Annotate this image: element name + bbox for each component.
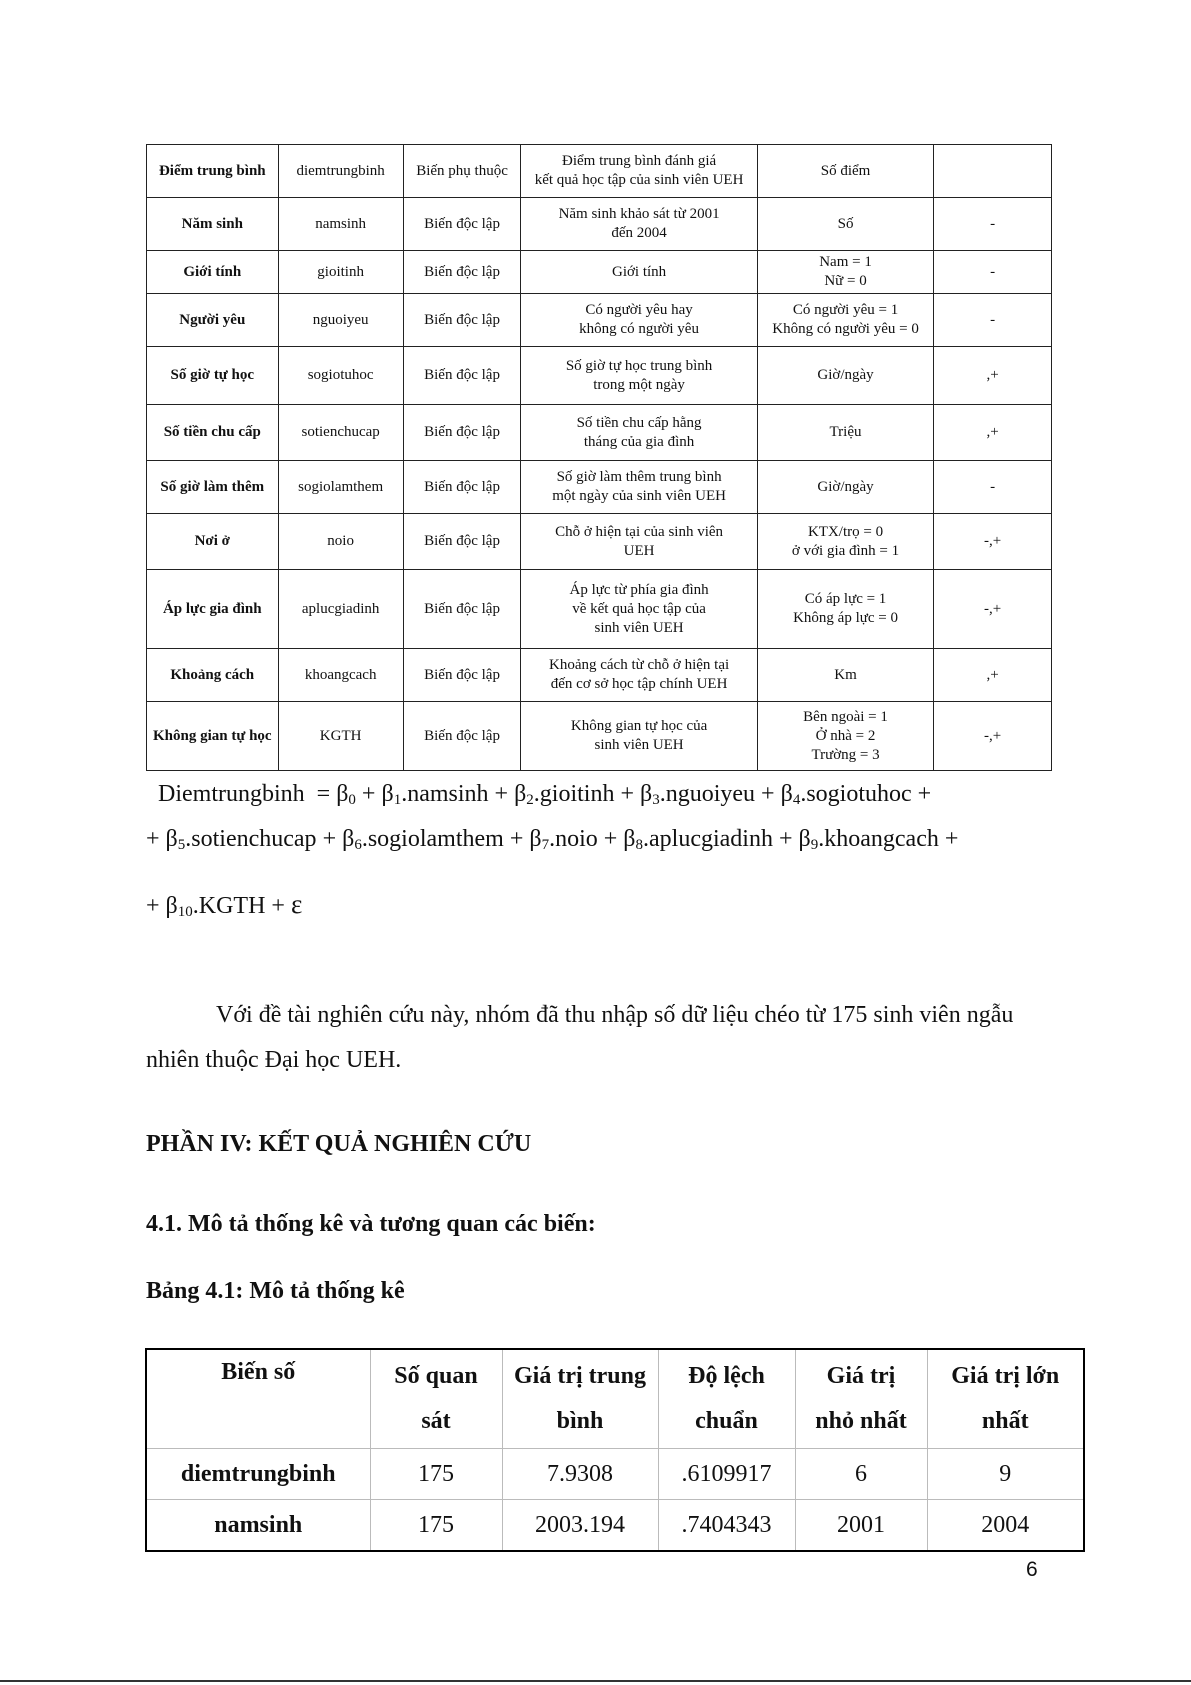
equation-variable: .namsinh [401,781,489,807]
variable-name-cell: Số giờ tự học [147,347,279,405]
equation-operator: + [146,826,160,852]
equation-term [604,826,779,852]
variable-code-cell: diemtrungbinh [278,145,403,198]
variable-table-row [147,570,1052,649]
stats-header-line: nhất [981,1408,1029,1434]
variable-code-cell: sogiotuhoc [278,347,403,405]
variable-unit-cell [757,649,934,702]
expected-sign-cell: ,+ [934,405,1052,461]
variable-unit-cell [757,294,934,347]
variable-description-cell [521,145,757,198]
stats-table-row [146,1449,1084,1500]
beta-symbol: β [640,781,653,807]
beta-symbol: β [798,826,811,852]
variable-code-cell: gioitinh [278,251,403,294]
variable-unit-cell-line: Không áp lực = 0 [793,610,898,626]
equation-variable: .khoangcach [818,826,939,852]
variable-code-cell: sogiolamthem [278,461,403,514]
variable-code-cell: nguoiyeu [278,294,403,347]
variable-type-cell: Biến độc lập [403,198,521,251]
stats-header-line: nhỏ nhất [815,1408,907,1434]
variable-unit-cell-line: Có người yêu = 1 [792,302,899,318]
variable-type-cell: Biến độc lập [403,461,521,514]
variable-unit-cell-line: KTX/trọ = 0 [807,523,884,540]
variable-unit-cell-line: Không có người yêu = 0 [772,321,919,337]
variable-type-cell: Biến độc lập [403,405,521,461]
variable-description-cell [521,294,757,347]
equation-term [146,826,323,852]
variable-description-cell-line: UEH [623,542,655,559]
variable-code-cell: namsinh [278,198,403,251]
variable-table-row [147,294,1052,347]
equation-operator: + [509,826,524,852]
variable-code-cell: noio [278,514,403,570]
variable-description-cell-line: Số tiền chu cấp hằng [576,414,702,431]
variable-description-cell-line: Không gian tự học của [570,718,708,734]
beta-subscript: 2 [526,792,534,808]
equation-term [323,826,510,852]
equation-line-1 [146,779,931,809]
section-title: PHẦN IV: KẾT QUẢ NGHIÊN CỨU [146,1131,532,1157]
expected-sign-cell [934,145,1052,198]
stats-table-row [146,1500,1084,1552]
beta-subscript: 9 [810,837,819,853]
beta-subscript: 4 [792,792,801,808]
variable-description-cell-line: đến cơ sở học tập chính UEH [550,676,728,692]
variable-description-cell-line: kết quả học tập của sinh viên UEH [534,172,744,188]
equation-terms-line-1 [317,781,932,807]
expected-sign-cell: - [934,198,1052,251]
variable-description-cell-line: đến 2004 [611,225,667,241]
variable-unit-cell-line: Nữ = 0 [824,273,867,289]
variable-description-cell-line: Số giờ làm thêm trung bình [556,469,722,485]
stats-variable-cell: namsinh [146,1500,370,1552]
stats-value-cell: 2003.194 [502,1500,658,1552]
variable-name-cell: Điểm trung bình [147,145,279,198]
stats-header-cell [146,1349,370,1449]
variable-type-cell: Biến độc lập [403,702,521,771]
equation-variable: .KGTH [192,893,266,919]
stats-header-line: sát [421,1408,451,1434]
variable-description-cell [521,347,757,405]
variable-description-cell-line: sinh viên UEH [594,619,684,636]
equation-operator: + [620,781,634,807]
equation-operator: + [761,781,775,807]
stats-header-line: Số quan [394,1363,478,1389]
variable-name-cell: Nơi ở [147,514,279,570]
variable-description-cell-line: sinh viên UEH [594,737,684,753]
variable-table-row [147,702,1052,771]
variable-code-cell: aplucgiadinh [278,570,403,649]
variable-table-row [147,251,1052,294]
variable-table-row [147,405,1052,461]
variable-type-cell: Biến độc lập [403,347,521,405]
variable-unit-cell [757,251,934,294]
equation-term [146,893,271,919]
expected-sign-cell: - [934,461,1052,514]
stats-value-cell: .6109917 [658,1449,795,1500]
variable-description-cell [521,251,757,294]
stats-header-line: Độ lệch [688,1363,765,1389]
variable-unit-cell-line: Có áp lực = 1 [804,591,887,607]
variable-unit-cell-line: Trường = 3 [811,746,880,763]
stats-header-line: Giá trị lớn [951,1363,1060,1389]
variable-description-cell-line: Năm sinh khảo sát từ 2001 [558,206,720,222]
beta-subscript: 7 [541,837,550,853]
variable-description-cell-line: Áp lực từ phía gia đình [569,581,709,598]
variable-description-cell [521,702,757,771]
equation-operator: = [316,781,331,807]
page-bottom-border [0,1680,1191,1682]
equation-operator: + [917,781,932,807]
equation-line-2 [146,824,958,854]
variable-code-cell: khoangcach [278,649,403,702]
expected-sign-cell: -,+ [934,570,1052,649]
variable-description-cell-line: trong một ngày [593,376,685,393]
variable-name-cell: Năm sinh [147,198,279,251]
beta-symbol: β [336,781,349,807]
variable-description-cell [521,461,757,514]
variable-code-cell: sotienchucap [278,405,403,461]
equation-variable: .sogiotuhoc [800,781,912,807]
equation-variable: .noio [549,826,598,852]
stats-value-cell: .7404343 [658,1500,795,1552]
variable-description-cell-line: Có người yêu hay [585,302,693,318]
equation-term [779,826,945,852]
beta-subscript: 8 [635,837,644,853]
expected-sign-cell: - [934,251,1052,294]
beta-symbol: β [165,826,178,852]
variable-description-cell [521,198,757,251]
expected-sign-cell: -,+ [934,702,1052,771]
variable-description-cell-line: Giới tính [611,263,667,280]
paragraph-text: Với đề tài nghiên cứu này, nhóm đã thu nhập số dữ liệu chéo từ 175 sinh viên ngẫu nhiên thuộc Đại học UEH. [146,1002,1014,1073]
stats-table-header [146,1349,1084,1449]
variable-unit-cell [757,514,934,570]
variable-unit-cell-line: Km [834,666,857,683]
beta-subscript: 6 [354,837,362,853]
variable-description-cell-line: Số giờ tự học trung bình [565,357,713,374]
equation-term [761,781,918,807]
equation-term [317,781,362,807]
beta-subscript: 10 [177,904,193,920]
variable-description-cell-line: Điểm trung bình đánh giá [562,153,717,169]
table-caption: Bảng 4.1: Mô tả thống kê [146,1278,405,1304]
equation-line-3 [146,889,302,921]
variable-name-cell: Số tiền chu cấp [147,405,279,461]
variable-name-cell: Số giờ làm thêm [147,461,279,514]
variable-unit-cell [757,461,934,514]
variable-unit-cell-line: ở với gia đình = 1 [791,542,900,559]
equation-lhs: Diemtrungbinh [158,781,305,807]
stats-header-line: Biến số [221,1359,296,1385]
expected-sign-cell: - [934,294,1052,347]
stats-table [145,1348,1085,1552]
stats-header-cell [370,1349,502,1449]
variable-name-cell: Áp lực gia đình [147,570,279,649]
variable-name-cell: Khoảng cách [147,649,279,702]
variable-unit-cell-line: Bên ngoài = 1 [803,708,888,725]
equation-operator: + [944,826,959,852]
variable-type-cell: Biến độc lập [403,294,521,347]
variable-table [146,144,1052,771]
stats-value-cell: 9 [927,1449,1084,1500]
variable-name-cell: Giới tính [147,251,279,294]
variable-table-row [147,649,1052,702]
variable-table-row [147,461,1052,514]
equation-variable: .gioitinh [533,781,615,807]
variable-unit-cell-line: Nam = 1 [819,254,872,270]
beta-symbol: β [529,826,542,852]
variable-code-cell: KGTH [278,702,403,771]
beta-subscript: 3 [652,792,660,808]
equation-term [510,826,604,852]
stats-header-line: Giá trị trung [514,1363,646,1389]
variable-name-cell: Không gian tự học [147,702,279,771]
variable-description-cell [521,649,757,702]
paragraph-sample [146,993,1046,1083]
variable-unit-cell-line: Ở nhà = 2 [815,727,876,744]
variable-type-cell: Biến phụ thuộc [403,145,521,198]
variable-unit-cell [757,570,934,649]
stats-table-body [146,1449,1084,1552]
stats-value-cell: 6 [795,1449,927,1500]
equation-operator: + [146,893,160,919]
beta-symbol: β [165,893,178,919]
variable-description-cell-line: về kết quả học tập của [572,600,706,617]
variable-description-cell [521,570,757,649]
variable-description-cell-line: một ngày của sinh viên UEH [552,488,726,504]
equation-term [495,781,621,807]
variable-unit-cell [757,145,934,198]
variable-type-cell: Biến độc lập [403,251,521,294]
stats-header-cell [502,1349,658,1449]
variable-type-cell: Biến độc lập [403,514,521,570]
beta-symbol: β [780,781,793,807]
stats-header-cell [795,1349,927,1449]
page-number: 6 [1026,1558,1038,1581]
variable-unit-cell-line: Số [837,215,854,232]
variable-table-row [147,145,1052,198]
equation-operator: + [322,826,337,852]
equation-operator: + [361,781,376,807]
equation-variable: .aplucgiadinh [643,826,773,852]
variable-unit-cell [757,347,934,405]
variable-table-row [147,514,1052,570]
beta-symbol: β [381,781,394,807]
stats-variable-cell: diemtrungbinh [146,1449,370,1500]
beta-symbol: β [514,781,527,807]
expected-sign-cell: ,+ [934,347,1052,405]
variable-type-cell: Biến độc lập [403,570,521,649]
equation-variable: .sotienchucap [185,826,317,852]
variable-type-cell: Biến độc lập [403,649,521,702]
stats-header-cell [658,1349,795,1449]
variable-table-body [147,145,1052,771]
equation-operator: + [778,826,793,852]
variable-unit-cell-line: Giờ/ngày [817,478,874,495]
stats-value-cell: 2001 [795,1500,927,1552]
variable-unit-cell-line: Giờ/ngày [817,367,874,383]
variable-description-cell-line: Khoảng cách từ chỗ ở hiện tại [548,657,730,673]
expected-sign-cell: ,+ [934,649,1052,702]
variable-unit-cell [757,198,934,251]
stats-value-cell: 2004 [927,1500,1084,1552]
variable-table-row [147,198,1052,251]
variable-unit-cell-line: Số điểm [820,162,871,179]
variable-description-cell-line: không có người yêu [579,321,699,337]
expected-sign-cell: -,+ [934,514,1052,570]
stats-header-line: bình [556,1408,604,1434]
equation-variable: .nguoiyeu [659,781,756,807]
variable-description-cell-line: tháng của gia đình [583,433,695,450]
stats-header-line: Giá trị [826,1363,896,1389]
error-term: ε [290,889,303,919]
stats-value-cell: 175 [370,1449,502,1500]
variable-unit-cell [757,702,934,771]
equation-variable: .sogiolamthem [361,826,504,852]
equation-term [620,781,761,807]
variable-table-row [147,347,1052,405]
beta-subscript: 0 [348,792,356,808]
variable-description-cell [521,514,757,570]
stats-header-line: chuẩn [695,1408,758,1434]
variable-description-cell [521,405,757,461]
variable-unit-cell-line: Triệu [829,424,862,440]
stats-header-cell [927,1349,1084,1449]
stats-value-cell: 175 [370,1500,502,1552]
beta-subscript: 5 [177,837,186,853]
equation-term [362,781,495,807]
equation-operator: + [494,781,509,807]
stats-value-cell: 7.9308 [502,1449,658,1500]
equation-operator: + [603,826,618,852]
beta-symbol: β [623,826,636,852]
beta-symbol: β [342,826,355,852]
subsection-title: 4.1. Mô tả thống kê và tương quan các biến: [146,1211,596,1237]
beta-subscript: 1 [393,792,402,808]
variable-unit-cell [757,405,934,461]
variable-name-cell: Người yêu [147,294,279,347]
variable-description-cell-line: Chỗ ở hiện tại của sinh viên [555,523,724,540]
equation-operator: + [271,893,285,919]
